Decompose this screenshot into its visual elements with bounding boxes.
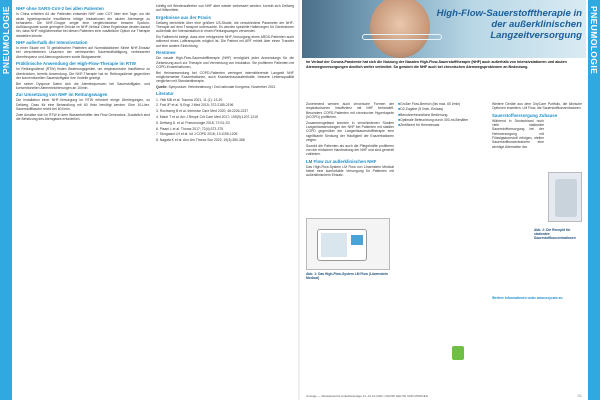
reference: 8. Nagata K et al. Ann Am Thorac Soc 2022; 19(3):380-388 [156,138,245,143]
reference: 1. Yildi MB et al. Trauma 2021, 11 (1): 13-20 [156,97,223,102]
footer-text: Anzeige — Westdeutsche Anästhesietage 31.-21.10.2022 | ANASP HEUTE UND MORGEN [306,394,428,398]
paragraph: Zusammengefasst konnten in verschiedenen Studien Langzeitanwendungen der NHF bei Patienten mit stabiler COPD gegenüber der Langzeitsauerstofftherapie eine signifikante Senkung der Häufigkeit der Exazerbationen zeigen. [306,120,394,142]
paragraph: Sowohl die Patienten als auch die Pflegekräfte profitieren von der einfachen Handhabung der NHF und sind generell zufrieden. [306,143,394,157]
source-label: Quelle: [156,85,168,90]
heading: NHF ohne SARS-CoV-2 bei allen Patienten [16,6,104,11]
reference: 6. Pisani L et al. Thorax 2017; 72(4):373-375 [156,126,224,131]
paragraph: Im Rettungsdienst (RTW) finden Beatmungsgeräte, um respiratorische Insuffizienz zu überbrücken, bereits Anwendung. Die NHF-Therapie hat im Rettungsdienst gegenüber der konventionellen Sauerstoffgabe ihre Vorteile gezeigt. [16,67,150,80]
leaf-logo-icon [452,346,464,360]
page-number: 51 [577,393,582,398]
heading: Ergebnisse aus der Praxis [156,14,211,20]
article-title: High-Flow-Sauerstofftherapie in der außerklinischen Langzeitversorgung [436,8,582,41]
patient-face-image [370,0,430,58]
heading: NHF außerhalb der Intensivstation [16,39,88,45]
paragraph: Ein Fallbericht belegt, dass eine erfolgreiche NHF-Versorgung eines ARDS-Patienten auch während eines Lufttransports möglich ist. Die Patient mit ARF erhielt über einen Transfer auf eine andere Einrichtung. [156,35,294,48]
side-tab-right [588,0,600,400]
left-column-1 [16,4,150,400]
feature-bullet: ■ O2-Zugabe (5 l/min, Einlass) [398,107,488,111]
concentrator-caption: Abb. 2: Die Reneplit für stationäre Sauerstoffkonzentrationen [534,228,576,240]
right-page [302,0,586,400]
reference: 5. Dellweg D. et al. Pneumologie 2018; 72:S1-S3 [156,120,230,125]
paragraph: Während in Deutschland noch viele stationäre Sauerstoffversorgung bei der Heimversorgung mit Flüssigsauerstoff erfolgen, stellen Sauerstoffkonzentratoren eine wichtige Alternative dar. [492,118,544,149]
feature-bullet: ■ Zertifiziert für Heimeinsatz [398,123,488,127]
side-tab-left [0,0,12,400]
side-tab-label: PNEUMOLOGIE [589,6,599,75]
advertisement [450,342,528,388]
article-lead: Im Verlauf der Corona-Pandemie hat sich die Nutzung der Nasalen High-Flow-Sauerstofftherapie (NHF) auch außerhalb von Intensivstationen und akuten Atemwegsversorgungen deutlich weiter verbreitet. So gewinnt die NHF auch bei chronischen Atemwegsproblemen an Bedeutung. [306,60,567,69]
info-heading: Weitere Informationen unter www.oxycare.eu [492,296,563,300]
paragraph: Die Installation einer NHF-Versorgung im RTW erfordert einige Überlegungen, so Dellweg. Dazu für eine Behandlung mit 60 l/min benötigt werden. Eine 10-Liter-Sauerstoffflasche reicht bei 60 l/min. [16,98,150,112]
hero-image [302,0,586,58]
side-tab-label: PNEUMOLOGIE [1,6,11,75]
heading: LM Flow zur außerklinischen NHF [306,158,377,164]
lm-flow-device-image [306,218,390,270]
reference: 3. Rochwerg B et al. Intensive Care Med 2020; 46:2226-2237 [156,109,249,114]
heading: Zur Umsetzung von NHF im Rettungswagen [16,92,108,98]
paragraph: Bei Heimanwendung bei COPD-Patienten verringert intermittierende Langzeit NHF möglicherweise Exazerbationen, auch Krankenhausaufenthalte, bessere Lebensqualität verglichen mit Standardtherapie. [156,70,294,84]
heading: Sauerstoffversorgung Zuhause [492,112,558,118]
feature-bullet: ■ Optimale Befeuchtung durch 300-ml-Behälter [398,118,488,122]
references-heading: Literatur [156,91,174,97]
paragraph: Bei seiner Dyspnoe Daten sich die Atemfrequenzen bei Sauerstoffgabe- und konventionellen Atemerleichterungen an 10/min. [16,81,150,90]
heading: Resümee [156,50,176,56]
reference: 2. Frat JP et al. N Engl J Med 2015; 372:2185-2196 [156,103,234,108]
left-page [14,0,296,400]
paragraph: Zunehmend werden auch chronische Formen der respiratorischen Insuffizienz mit NHF behandelt. Besonders COPD-Patienten mit chronischer Hyperkapnie (hCOPD) profitieren. [306,102,394,119]
paragraph: Weitere Geräte aus dem OxyCare Portfolio, die klinische Optionen erweitern, LM Flow, die Sauerstoffkonzentratoren. [492,102,582,111]
paragraph: künftig mit Wiederauftreten von NHF aber wieder verbessert werden, korrekt sich Dellweg auf Hilfsmitteln. [156,4,294,13]
device-caption: Abb. 1: Das High-Flow-System LM Flow (Löwenstein Medical) [306,272,389,280]
paragraph: Zwei Ansätze sich im RTW in dem Wasserbehälter des Flow-Generators. Zusätzlich sind die Beheizung des Atemgases erforderlich. [16,112,150,122]
heading: Präklinische Anwendung der High-Flow-Therapie im RTW [16,61,136,67]
references-list [156,98,294,143]
page-gutter [298,0,300,400]
left-column-2 [156,4,294,400]
paragraph: In China erhielten 64 der Patienten entweder NHF oder COT über drei Tage, um die akute hyperkapnische Insuffizienz infolge Intubationen der akuten Atemwege zu behandeln. Die NHF-Gruppe zeigte eine vergleichsweise bessere Sputum-Auflösungsrate sowie geringere Drücke im NHF-Verlauf. Diese Ergebnisse deuten darauf hin, dass NHF möglicherweise bei diesen Patienten eine zusätzliche Option zur Therapie darstellen könnte. [16,12,150,38]
reference: 4. Mauri T et al. Am J Respir Crit Care Med 2017; 195(9):1207-1215 [156,114,259,119]
oxygen-concentrator-image [548,172,582,222]
paragraph: In einer Studie mit 70 geriatrischen Patienten auf Normalstationen führte NHF-Einsatz bei verschiedenen Ursachen der verbesserten Sauerstoffsättigung, verbesserter Atemfrequenz und Atemzugvolumen sowie Blutgaswerte. [16,46,150,59]
reference: 7. Storgaard LH et al. Int J COPD 2018; 13:1195-1205 [156,132,238,137]
source-text: Symposium: Heimbeatmung / 2nd nationale Kongress, November 2021 [168,85,276,90]
feature-bullet: ■ Benutzerfreundliche Bedienung [398,113,488,117]
paragraph: Dellweg berichtete über eine größere US-Studie, die verschiedene Parameter der NHF-Therapie auf dem Transport untersuchte. Es wurden spezielle Halterungen für Generatoren außerhalb der Intensivstation in einem Rettungswagen verwendet. [156,20,294,34]
paragraph: Das High-Flow-System LM Flow von Löwenstein Medical bietet eine komfortable Versorgung für Patienten mit außerklinischem Einsatz. [306,164,394,178]
feature-bullet: ■ Großer Flow-Bereich (bis max. 60 l/min) [398,102,488,106]
paragraph: Die nasale High-Flow-Sauerstofftherapie (NHF) ermöglicht jeder Anwendungs für die Zielsetzung auch zur Therapie und Vermeidung von Intubation. Sie profitieren Patienten mit COPD-Exazerbationen. [156,56,294,69]
